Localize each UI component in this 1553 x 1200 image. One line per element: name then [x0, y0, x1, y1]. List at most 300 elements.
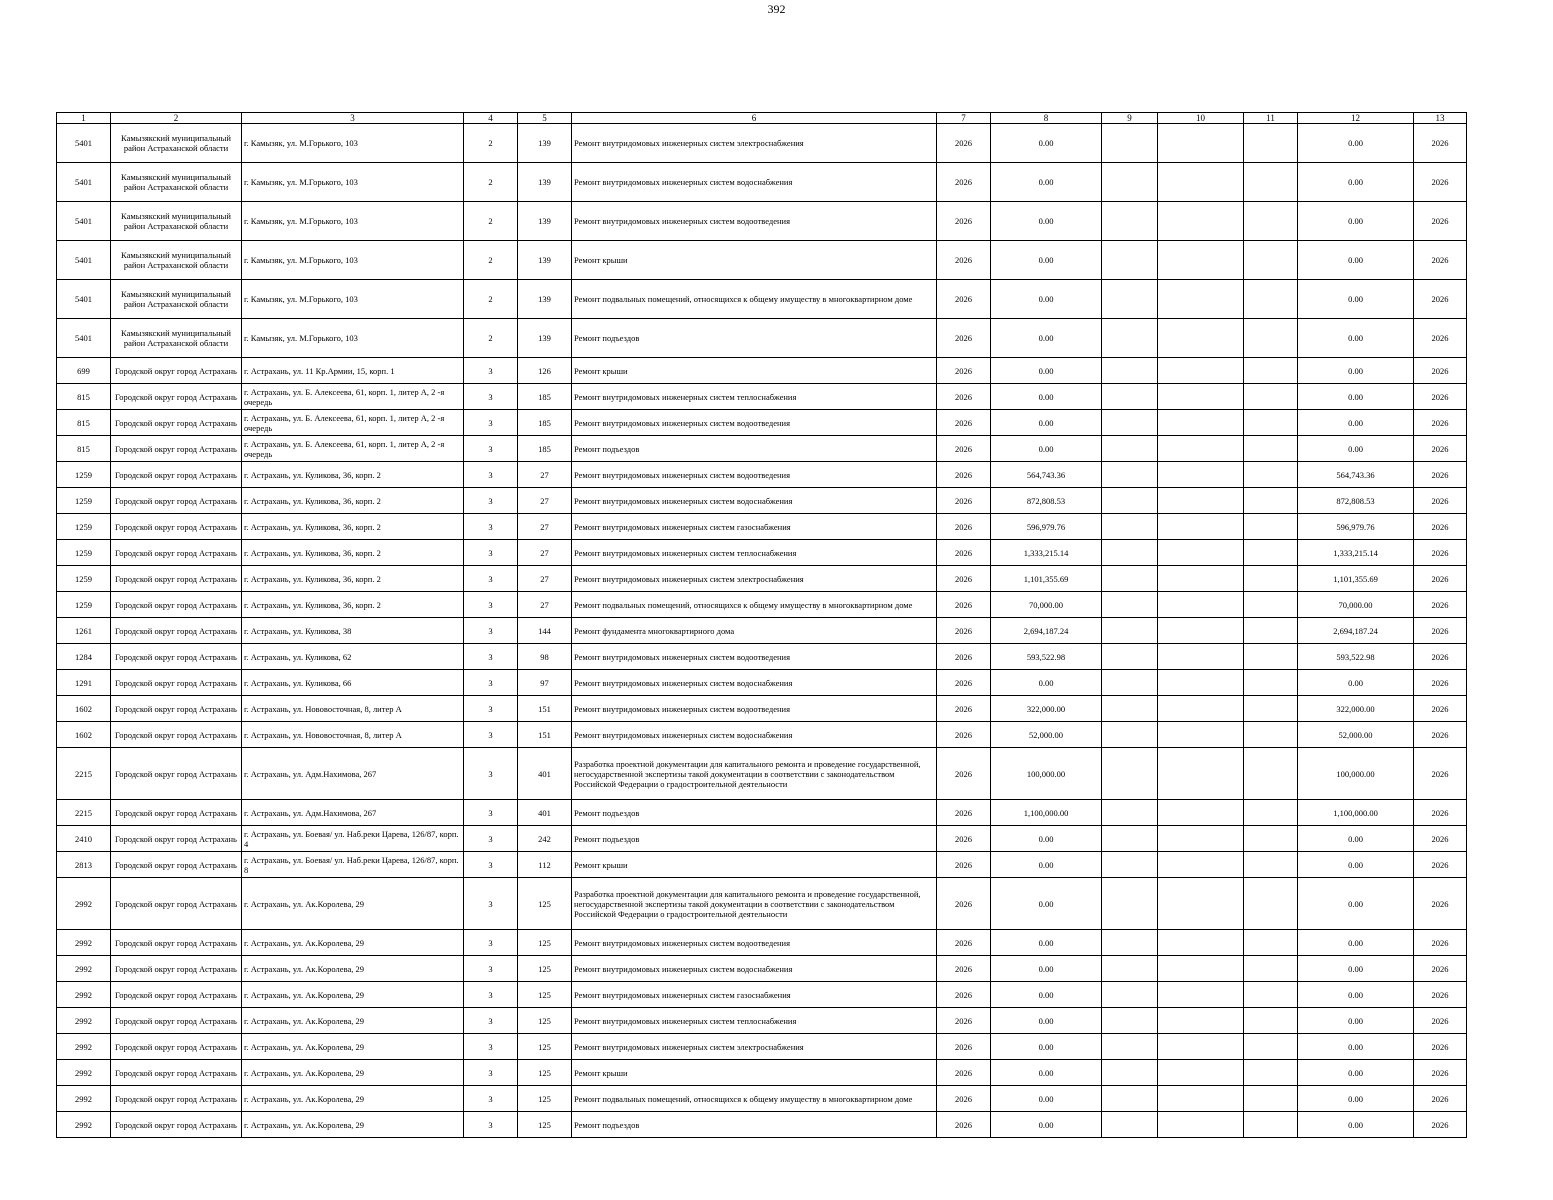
municipality: Городской округ город Астрахань: [111, 644, 242, 670]
col-9-value: [1102, 1008, 1158, 1034]
col-4-value: 3: [464, 982, 518, 1008]
col-9-value: [1102, 488, 1158, 514]
cost-total: 0.00: [1298, 436, 1414, 462]
table-row: [57, 540, 1467, 566]
work-type: Ремонт подвальных помещений, относящихся к общему имуществу в многоквартирном доме: [572, 592, 937, 618]
col-11-value: [1244, 1008, 1298, 1034]
col-4-value: 3: [464, 514, 518, 540]
col-10-value: [1158, 514, 1244, 540]
house-id: 1602: [57, 722, 111, 748]
col-5-value: 27: [518, 462, 572, 488]
completion-year: 2026: [1414, 722, 1467, 748]
col-4-value: 3: [464, 384, 518, 410]
work-type: Ремонт внутридомовых инженерных систем водоснабжения: [572, 488, 937, 514]
col-11-value: [1244, 644, 1298, 670]
table-row: [57, 358, 1467, 384]
cost: 322,000.00: [991, 696, 1102, 722]
completion-year: 2026: [1414, 1060, 1467, 1086]
year: 2026: [937, 488, 991, 514]
house-id: 5401: [57, 280, 111, 319]
cost: 52,000.00: [991, 722, 1102, 748]
year: 2026: [937, 514, 991, 540]
address: г. Астрахань, ул. Куликова, 36, корп. 2: [242, 540, 464, 566]
cost: 2,694,187.24: [991, 618, 1102, 644]
table-row: [57, 280, 1467, 319]
col-11-value: [1244, 1112, 1298, 1138]
municipality: Городской округ город Астрахань: [111, 1086, 242, 1112]
col-5-value: 125: [518, 878, 572, 930]
year: 2026: [937, 410, 991, 436]
completion-year: 2026: [1414, 202, 1467, 241]
col-5-value: 139: [518, 280, 572, 319]
cost-total: 70,000.00: [1298, 592, 1414, 618]
work-type: Ремонт внутридомовых инженерных систем теплоснабжения: [572, 540, 937, 566]
table-row: [57, 748, 1467, 800]
cost-total: 596,979.76: [1298, 514, 1414, 540]
col-4-value: 3: [464, 1086, 518, 1112]
col-4-value: 3: [464, 592, 518, 618]
col-10-value: [1158, 124, 1244, 163]
column-number: 10: [1158, 113, 1244, 124]
col-4-value: 3: [464, 1060, 518, 1086]
house-id: 2992: [57, 982, 111, 1008]
work-type: Ремонт внутридомовых инженерных систем водоснабжения: [572, 722, 937, 748]
col-11-value: [1244, 930, 1298, 956]
col-9-value: [1102, 1112, 1158, 1138]
col-9-value: [1102, 748, 1158, 800]
col-9-value: [1102, 826, 1158, 852]
municipality: Городской округ город Астрахань: [111, 592, 242, 618]
col-5-value: 27: [518, 592, 572, 618]
year: 2026: [937, 462, 991, 488]
address: г. Астрахань, ул. Боевая/ ул. Наб.реки Царева, 126/87, корп. 4: [242, 826, 464, 852]
house-id: 1259: [57, 592, 111, 618]
address: г. Камызяк, ул. М.Горького, 103: [242, 280, 464, 319]
municipality: Камызякский муниципальный район Астраханской области: [111, 280, 242, 319]
col-10-value: [1158, 410, 1244, 436]
col-10-value: [1158, 826, 1244, 852]
work-type: Ремонт подъездов: [572, 436, 937, 462]
completion-year: 2026: [1414, 800, 1467, 826]
address: г. Камызяк, ул. М.Горького, 103: [242, 241, 464, 280]
year: 2026: [937, 800, 991, 826]
col-10-value: [1158, 241, 1244, 280]
table-row: [57, 852, 1467, 878]
table-row: [57, 436, 1467, 462]
col-11-value: [1244, 852, 1298, 878]
col-5-value: 125: [518, 1086, 572, 1112]
completion-year: 2026: [1414, 1112, 1467, 1138]
col-5-value: 185: [518, 410, 572, 436]
cost: 0.00: [991, 930, 1102, 956]
address: г. Астрахань, ул. Куликова, 36, корп. 2: [242, 514, 464, 540]
year: 2026: [937, 644, 991, 670]
col-4-value: 3: [464, 696, 518, 722]
house-id: 2410: [57, 826, 111, 852]
work-type: Ремонт внутридомовых инженерных систем электроснабжения: [572, 566, 937, 592]
col-5-value: 125: [518, 982, 572, 1008]
year: 2026: [937, 358, 991, 384]
col-10-value: [1158, 722, 1244, 748]
col-9-value: [1102, 410, 1158, 436]
col-9-value: [1102, 592, 1158, 618]
year: 2026: [937, 1008, 991, 1034]
col-11-value: [1244, 982, 1298, 1008]
address: г. Астрахань, ул. Куликова, 62: [242, 644, 464, 670]
house-id: 5401: [57, 124, 111, 163]
cost-total: 0.00: [1298, 384, 1414, 410]
col-5-value: 139: [518, 319, 572, 358]
column-number-row: [57, 113, 1467, 124]
cost-total: 593,522.98: [1298, 644, 1414, 670]
col-11-value: [1244, 826, 1298, 852]
cost: 1,100,000.00: [991, 800, 1102, 826]
address: г. Астрахань, ул. Ак.Королева, 29: [242, 1112, 464, 1138]
address: г. Астрахань, ул. Б. Алексеева, 61, корп. 1, литер А, 2 -я очередь: [242, 436, 464, 462]
col-11-value: [1244, 319, 1298, 358]
table-row: [57, 566, 1467, 592]
cost-total: 0.00: [1298, 241, 1414, 280]
column-number: 9: [1102, 113, 1158, 124]
cost-total: 0.00: [1298, 670, 1414, 696]
cost-total: 322,000.00: [1298, 696, 1414, 722]
col-5-value: 185: [518, 384, 572, 410]
address: г. Астрахань, ул. Б. Алексеева, 61, корп. 1, литер А, 2 -я очередь: [242, 410, 464, 436]
house-id: 5401: [57, 202, 111, 241]
col-10-value: [1158, 592, 1244, 618]
address: г. Астрахань, ул. 11 Кр.Армии, 15, корп. 1: [242, 358, 464, 384]
table-row: [57, 1086, 1467, 1112]
house-id: 2992: [57, 878, 111, 930]
col-5-value: 112: [518, 852, 572, 878]
cost-total: 872,808.53: [1298, 488, 1414, 514]
house-id: 1602: [57, 696, 111, 722]
house-id: 2992: [57, 956, 111, 982]
cost: 70,000.00: [991, 592, 1102, 618]
house-id: 1259: [57, 514, 111, 540]
col-11-value: [1244, 748, 1298, 800]
table-row: [57, 319, 1467, 358]
col-4-value: 2: [464, 280, 518, 319]
col-5-value: 27: [518, 540, 572, 566]
column-number: 11: [1244, 113, 1298, 124]
col-11-value: [1244, 696, 1298, 722]
cost-total: 1,333,215.14: [1298, 540, 1414, 566]
col-4-value: 3: [464, 956, 518, 982]
year: 2026: [937, 930, 991, 956]
work-type: Ремонт крыши: [572, 241, 937, 280]
work-type: Ремонт внутридомовых инженерных систем электроснабжения: [572, 1034, 937, 1060]
col-11-value: [1244, 384, 1298, 410]
col-10-value: [1158, 1008, 1244, 1034]
municipality: Городской округ город Астрахань: [111, 826, 242, 852]
col-10-value: [1158, 1060, 1244, 1086]
col-9-value: [1102, 124, 1158, 163]
address: г. Астрахань, ул. Ак.Королева, 29: [242, 878, 464, 930]
work-type: Ремонт внутридомовых инженерных систем водоснабжения: [572, 163, 937, 202]
col-10-value: [1158, 462, 1244, 488]
completion-year: 2026: [1414, 436, 1467, 462]
year: 2026: [937, 1112, 991, 1138]
col-5-value: 139: [518, 202, 572, 241]
municipality: Городской округ город Астрахань: [111, 800, 242, 826]
completion-year: 2026: [1414, 670, 1467, 696]
cost-total: 0.00: [1298, 1008, 1414, 1034]
table-row: [57, 384, 1467, 410]
address: г. Астрахань, ул. Куликова, 66: [242, 670, 464, 696]
table-row: [57, 202, 1467, 241]
cost: 0.00: [991, 956, 1102, 982]
year: 2026: [937, 319, 991, 358]
col-11-value: [1244, 462, 1298, 488]
column-number: 12: [1298, 113, 1414, 124]
col-11-value: [1244, 436, 1298, 462]
cost: 564,743.36: [991, 462, 1102, 488]
table-row: [57, 930, 1467, 956]
col-9-value: [1102, 436, 1158, 462]
address: г. Астрахань, ул. Куликова, 38: [242, 618, 464, 644]
address: г. Астрахань, ул. Куликова, 36, корп. 2: [242, 488, 464, 514]
col-5-value: 126: [518, 358, 572, 384]
col-10-value: [1158, 956, 1244, 982]
column-number: 8: [991, 113, 1102, 124]
work-type: Ремонт внутридомовых инженерных систем газоснабжения: [572, 514, 937, 540]
col-4-value: 3: [464, 436, 518, 462]
table-row: [57, 1008, 1467, 1034]
cost: 0.00: [991, 241, 1102, 280]
col-9-value: [1102, 1034, 1158, 1060]
col-5-value: 151: [518, 722, 572, 748]
col-11-value: [1244, 956, 1298, 982]
house-id: 815: [57, 410, 111, 436]
cost: 0.00: [991, 1112, 1102, 1138]
col-5-value: 242: [518, 826, 572, 852]
cost: 0.00: [991, 1034, 1102, 1060]
col-5-value: 125: [518, 930, 572, 956]
address: г. Астрахань, ул. Адм.Нахимова, 267: [242, 748, 464, 800]
table-row: [57, 488, 1467, 514]
address: г. Астрахань, ул. Б. Алексеева, 61, корп. 1, литер А, 2 -я очередь: [242, 384, 464, 410]
completion-year: 2026: [1414, 410, 1467, 436]
cost: 0.00: [991, 878, 1102, 930]
address: г. Астрахань, ул. Куликова, 36, корп. 2: [242, 462, 464, 488]
cost-total: 0.00: [1298, 280, 1414, 319]
col-4-value: 3: [464, 722, 518, 748]
col-10-value: [1158, 1034, 1244, 1060]
table-row: [57, 241, 1467, 280]
col-10-value: [1158, 878, 1244, 930]
work-type: Ремонт подъездов: [572, 826, 937, 852]
work-type: Ремонт подвальных помещений, относящихся к общему имуществу в многоквартирном доме: [572, 280, 937, 319]
table-row: [57, 462, 1467, 488]
col-9-value: [1102, 618, 1158, 644]
col-9-value: [1102, 566, 1158, 592]
completion-year: 2026: [1414, 124, 1467, 163]
completion-year: 2026: [1414, 488, 1467, 514]
municipality: Городской округ город Астрахань: [111, 618, 242, 644]
completion-year: 2026: [1414, 319, 1467, 358]
house-id: 5401: [57, 319, 111, 358]
year: 2026: [937, 384, 991, 410]
year: 2026: [937, 826, 991, 852]
work-type: Ремонт внутридомовых инженерных систем водоотведения: [572, 410, 937, 436]
year: 2026: [937, 1086, 991, 1112]
col-10-value: [1158, 280, 1244, 319]
col-11-value: [1244, 163, 1298, 202]
col-9-value: [1102, 696, 1158, 722]
col-4-value: 3: [464, 358, 518, 384]
address: г. Астрахань, ул. Куликова, 36, корп. 2: [242, 566, 464, 592]
address: г. Астрахань, ул. Ак.Королева, 29: [242, 956, 464, 982]
municipality: Городской округ город Астрахань: [111, 462, 242, 488]
col-10-value: [1158, 319, 1244, 358]
municipality: Городской округ город Астрахань: [111, 566, 242, 592]
address: г. Камызяк, ул. М.Горького, 103: [242, 124, 464, 163]
col-11-value: [1244, 358, 1298, 384]
completion-year: 2026: [1414, 826, 1467, 852]
col-4-value: 3: [464, 930, 518, 956]
year: 2026: [937, 566, 991, 592]
year: 2026: [937, 592, 991, 618]
completion-year: 2026: [1414, 930, 1467, 956]
col-4-value: 3: [464, 540, 518, 566]
address: г. Астрахань, ул. Нововосточная, 8, литер А: [242, 722, 464, 748]
municipality: Городской округ город Астрахань: [111, 852, 242, 878]
col-5-value: 125: [518, 1112, 572, 1138]
col-4-value: 3: [464, 462, 518, 488]
house-id: 1259: [57, 462, 111, 488]
work-type: Ремонт внутридомовых инженерных систем газоснабжения: [572, 982, 937, 1008]
col-5-value: 27: [518, 566, 572, 592]
col-5-value: 401: [518, 748, 572, 800]
col-9-value: [1102, 202, 1158, 241]
year: 2026: [937, 1034, 991, 1060]
cost-total: 0.00: [1298, 1086, 1414, 1112]
work-type: Ремонт внутридомовых инженерных систем водоснабжения: [572, 956, 937, 982]
col-10-value: [1158, 358, 1244, 384]
cost-total: 0.00: [1298, 410, 1414, 436]
col-5-value: 139: [518, 241, 572, 280]
cost: 0.00: [991, 410, 1102, 436]
house-id: 2992: [57, 1008, 111, 1034]
cost-total: 0.00: [1298, 930, 1414, 956]
cost-total: 0.00: [1298, 124, 1414, 163]
col-11-value: [1244, 124, 1298, 163]
col-4-value: 3: [464, 670, 518, 696]
completion-year: 2026: [1414, 982, 1467, 1008]
col-10-value: [1158, 1086, 1244, 1112]
col-10-value: [1158, 540, 1244, 566]
col-9-value: [1102, 800, 1158, 826]
col-10-value: [1158, 800, 1244, 826]
col-11-value: [1244, 540, 1298, 566]
table-row: [57, 1112, 1467, 1138]
address: г. Астрахань, ул. Ак.Королева, 29: [242, 1060, 464, 1086]
house-id: 1259: [57, 566, 111, 592]
cost-total: 0.00: [1298, 1060, 1414, 1086]
work-type: Ремонт внутридомовых инженерных систем водоотведения: [572, 202, 937, 241]
table-row: [57, 163, 1467, 202]
column-number: 2: [111, 113, 242, 124]
cost-total: 2,694,187.24: [1298, 618, 1414, 644]
year: 2026: [937, 670, 991, 696]
year: 2026: [937, 748, 991, 800]
completion-year: 2026: [1414, 1086, 1467, 1112]
house-id: 815: [57, 436, 111, 462]
cost: 0.00: [991, 1008, 1102, 1034]
completion-year: 2026: [1414, 644, 1467, 670]
house-id: 2215: [57, 800, 111, 826]
col-9-value: [1102, 878, 1158, 930]
house-id: 2992: [57, 1086, 111, 1112]
municipality: Городской округ город Астрахань: [111, 410, 242, 436]
municipality: Городской округ город Астрахань: [111, 982, 242, 1008]
col-10-value: [1158, 852, 1244, 878]
col-4-value: 3: [464, 800, 518, 826]
municipality: Городской округ город Астрахань: [111, 358, 242, 384]
work-type: Разработка проектной документации для капитального ремонта и проведение государственной, негосударственной экспертизы такой документации в соответствии с законодательством Российской Федерации о градостроительной деятельности: [572, 748, 937, 800]
municipality: Городской округ город Астрахань: [111, 514, 242, 540]
cost: 0.00: [991, 358, 1102, 384]
col-11-value: [1244, 878, 1298, 930]
cost: 872,808.53: [991, 488, 1102, 514]
col-5-value: 139: [518, 163, 572, 202]
completion-year: 2026: [1414, 280, 1467, 319]
year: 2026: [937, 956, 991, 982]
col-4-value: 3: [464, 748, 518, 800]
cost: 0.00: [991, 436, 1102, 462]
col-11-value: [1244, 618, 1298, 644]
work-type: Ремонт внутридомовых инженерных систем водоотведения: [572, 462, 937, 488]
col-10-value: [1158, 566, 1244, 592]
col-9-value: [1102, 1060, 1158, 1086]
municipality: Камызякский муниципальный район Астраханской области: [111, 241, 242, 280]
col-9-value: [1102, 670, 1158, 696]
cost: 0.00: [991, 319, 1102, 358]
table-row: [57, 410, 1467, 436]
year: 2026: [937, 202, 991, 241]
col-11-value: [1244, 1034, 1298, 1060]
table-row: [57, 956, 1467, 982]
house-id: 2992: [57, 1034, 111, 1060]
work-type: Ремонт фундамента многоквартирного дома: [572, 618, 937, 644]
col-11-value: [1244, 1060, 1298, 1086]
col-9-value: [1102, 514, 1158, 540]
table-row: [57, 1060, 1467, 1086]
house-id: 2215: [57, 748, 111, 800]
completion-year: 2026: [1414, 384, 1467, 410]
col-10-value: [1158, 644, 1244, 670]
cost: 0.00: [991, 826, 1102, 852]
house-id: 1259: [57, 540, 111, 566]
address: г. Камызяк, ул. М.Горького, 103: [242, 202, 464, 241]
completion-year: 2026: [1414, 592, 1467, 618]
col-5-value: 27: [518, 514, 572, 540]
year: 2026: [937, 436, 991, 462]
municipality: Камызякский муниципальный район Астраханской области: [111, 124, 242, 163]
cost: 0.00: [991, 1086, 1102, 1112]
col-9-value: [1102, 540, 1158, 566]
cost-total: 1,101,355.69: [1298, 566, 1414, 592]
address: г. Астрахань, ул. Ак.Королева, 29: [242, 982, 464, 1008]
municipality: Городской округ город Астрахань: [111, 1060, 242, 1086]
col-5-value: 401: [518, 800, 572, 826]
cost-total: 0.00: [1298, 358, 1414, 384]
col-4-value: 2: [464, 241, 518, 280]
col-10-value: [1158, 982, 1244, 1008]
col-4-value: 2: [464, 163, 518, 202]
col-11-value: [1244, 566, 1298, 592]
